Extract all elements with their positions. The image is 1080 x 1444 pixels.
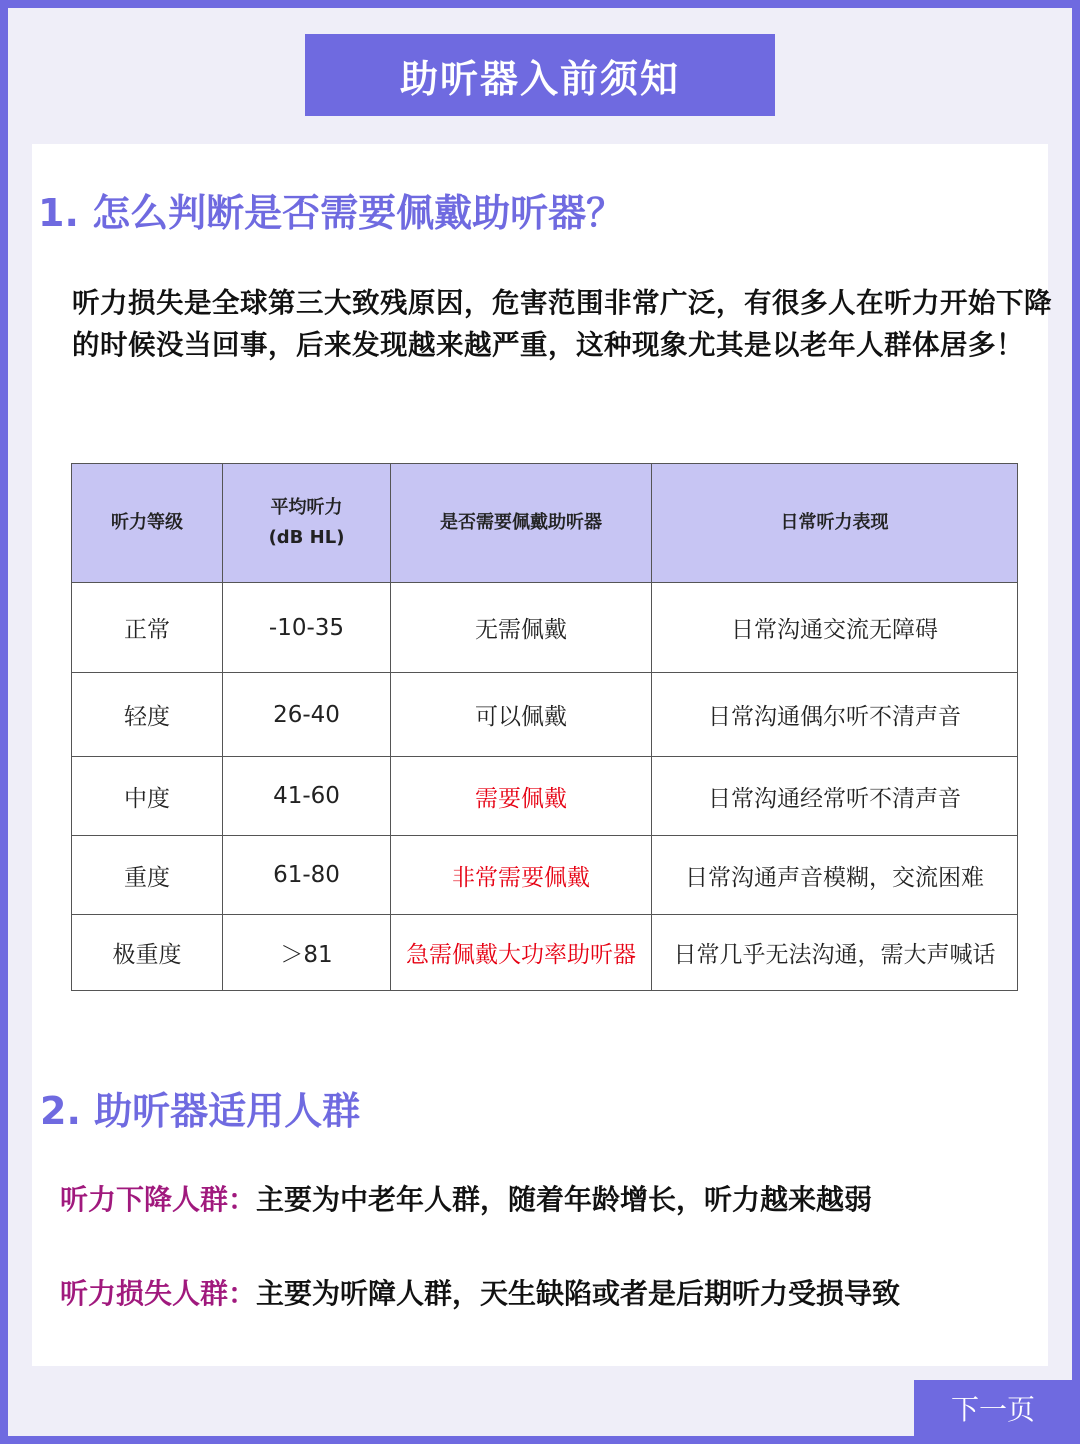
hearing-level-table (71, 463, 1018, 991)
audience-label: 听力损失人群： (60, 1277, 257, 1310)
cell-db: ＞81 (223, 915, 391, 991)
audience-item (60, 1178, 872, 1218)
audience-text: 主要为中老年人群，随着年龄增长，听力越来越弱 (256, 1183, 873, 1216)
section2-heading: 2. 助听器适用人群 (40, 1089, 361, 1133)
header-daily: 日常听力表现 (652, 464, 1018, 583)
cell-level: 极重度 (72, 915, 223, 991)
header-db: 平均听力 (dB HL) (223, 464, 391, 583)
cell-level: 轻度 (72, 673, 223, 757)
cell-daily: 日常沟通偶尔听不清声音 (652, 673, 1018, 757)
cell-level: 重度 (72, 836, 223, 915)
cell-need: 需要佩戴 (391, 757, 652, 836)
cell-daily: 日常沟通经常听不清声音 (652, 757, 1018, 836)
cell-db: 41-60 (223, 757, 391, 836)
audience-text: 主要为听障人群，天生缺陷或者是后期听力受损导致 (256, 1277, 901, 1310)
page-title: 助听器入前须知 (305, 34, 775, 116)
cell-need: 急需佩戴大功率助听器 (391, 915, 652, 991)
cell-db: 61-80 (223, 836, 391, 915)
cell-need: 无需佩戴 (391, 583, 652, 673)
section1-heading: 1. 怎么判断是否需要佩戴助听器？ (38, 191, 625, 235)
cell-level: 正常 (72, 583, 223, 673)
section1-intro: 听力损失是全球第三大致残原因，危害范围非常广泛，有很多人在听力开始下降的时候没当回事，后来发现越来越严重，这种现象尤其是以老年人群体居多！ (72, 287, 1052, 361)
cell-level: 中度 (72, 757, 223, 836)
table-row (72, 915, 1018, 991)
cell-db: -10-35 (223, 583, 391, 673)
table-header-row (72, 464, 1018, 583)
audience-item (60, 1272, 900, 1312)
cell-daily: 日常沟通交流无障碍 (652, 583, 1018, 673)
header-level: 听力等级 (72, 464, 223, 583)
table-row (72, 836, 1018, 915)
table-row (72, 673, 1018, 757)
cell-daily: 日常沟通声音模糊，交流困难 (652, 836, 1018, 915)
header-need: 是否需要佩戴助听器 (391, 464, 652, 583)
cell-daily: 日常几乎无法沟通，需大声喊话 (652, 915, 1018, 991)
table-row (72, 757, 1018, 836)
audience-label: 听力下降人群： (60, 1183, 257, 1216)
table-row (72, 583, 1018, 673)
cell-need: 非常需要佩戴 (391, 836, 652, 915)
next-page-button[interactable]: 下一页 (914, 1380, 1072, 1436)
cell-db: 26-40 (223, 673, 391, 757)
cell-need: 可以佩戴 (391, 673, 652, 757)
